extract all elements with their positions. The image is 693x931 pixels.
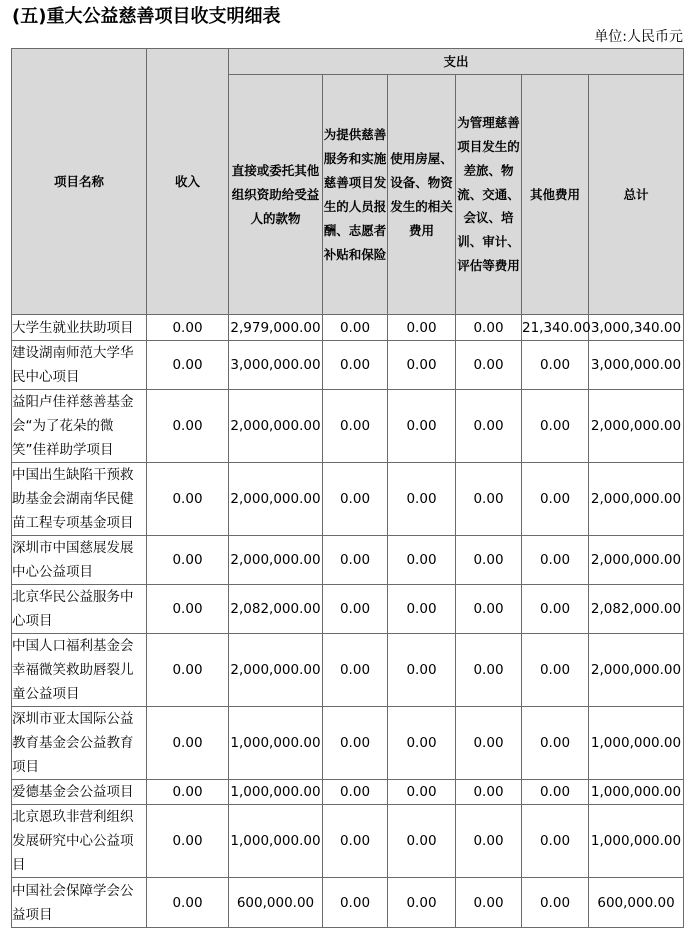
cell-project-name: 大学生就业扶助项目 (12, 315, 147, 341)
cell-income: 0.00 (147, 315, 229, 341)
cell-personnel-costs: 0.00 (323, 315, 388, 341)
cell-other-costs: 0.00 (522, 780, 589, 805)
cell-management-costs: 0.00 (456, 341, 522, 390)
table-row (12, 463, 684, 536)
header-facility-costs: 使用房屋、设备、物资发生的相关费用 (388, 75, 456, 315)
header-direct-funding: 直接或委托其他组织资助给受益人的款物 (229, 75, 323, 315)
cell-facility-costs: 0.00 (388, 341, 456, 390)
cell-total: 2,000,000.00 (589, 634, 684, 707)
header-personnel-costs: 为提供慈善服务和实施慈善项目发生的人员报酬、志愿者补贴和保险 (323, 75, 388, 315)
cell-total: 600,000.00 (589, 878, 684, 928)
cell-project-name: 益阳卢佳祥慈善基金会“为了花朵的微笑”佳祥助学项目 (12, 390, 147, 463)
cell-other-costs: 0.00 (522, 634, 589, 707)
cell-facility-costs: 0.00 (388, 878, 456, 928)
cell-total: 2,000,000.00 (589, 536, 684, 585)
cell-income: 0.00 (147, 805, 229, 878)
cell-management-costs: 0.00 (456, 585, 522, 634)
header-expense-group: 支出 (229, 49, 684, 75)
cell-personnel-costs: 0.00 (323, 634, 388, 707)
cell-personnel-costs: 0.00 (323, 536, 388, 585)
cell-direct-funding: 2,082,000.00 (229, 585, 323, 634)
table-row (12, 341, 684, 390)
cell-management-costs: 0.00 (456, 878, 522, 928)
cell-facility-costs: 0.00 (388, 707, 456, 780)
cell-other-costs: 0.00 (522, 536, 589, 585)
cell-direct-funding: 1,000,000.00 (229, 780, 323, 805)
cell-project-name: 中国社会保障学会公益项目 (12, 878, 147, 928)
page-title: (五)重大公益慈善项目收支明细表 (12, 6, 281, 27)
cell-personnel-costs: 0.00 (323, 780, 388, 805)
cell-direct-funding: 2,000,000.00 (229, 390, 323, 463)
cell-project-name: 中国人口福利基金会幸福微笑救助唇裂儿童公益项目 (12, 634, 147, 707)
header-project-name: 项目名称 (12, 49, 147, 315)
table-row (12, 585, 684, 634)
cell-personnel-costs: 0.00 (323, 463, 388, 536)
cell-other-costs: 0.00 (522, 390, 589, 463)
cell-direct-funding: 2,000,000.00 (229, 463, 323, 536)
cell-income: 0.00 (147, 585, 229, 634)
cell-total: 2,082,000.00 (589, 585, 684, 634)
table-row (12, 878, 684, 928)
cell-management-costs: 0.00 (456, 536, 522, 585)
cell-other-costs: 21,340.00 (522, 315, 589, 341)
cell-direct-funding: 3,000,000.00 (229, 341, 323, 390)
cell-income: 0.00 (147, 390, 229, 463)
cell-project-name: 爱德基金会公益项目 (12, 780, 147, 805)
cell-income: 0.00 (147, 341, 229, 390)
cell-management-costs: 0.00 (456, 634, 522, 707)
cell-other-costs: 0.00 (522, 707, 589, 780)
cell-income: 0.00 (147, 463, 229, 536)
cell-facility-costs: 0.00 (388, 463, 456, 536)
cell-total: 1,000,000.00 (589, 805, 684, 878)
table-row (12, 634, 684, 707)
cell-management-costs: 0.00 (456, 315, 522, 341)
table-row (12, 805, 684, 878)
cell-personnel-costs: 0.00 (323, 707, 388, 780)
expense-table (11, 48, 684, 928)
cell-management-costs: 0.00 (456, 780, 522, 805)
cell-project-name: 北京恩玖非营利组织发展研究中心公益项目 (12, 805, 147, 878)
cell-direct-funding: 2,000,000.00 (229, 634, 323, 707)
cell-income: 0.00 (147, 780, 229, 805)
cell-direct-funding: 1,000,000.00 (229, 805, 323, 878)
header-management-costs: 为管理慈善项目发生的差旅、物流、交通、会议、培训、审计、评估等费用 (456, 75, 522, 315)
cell-total: 1,000,000.00 (589, 780, 684, 805)
unit-label: 单位:人民币元 (594, 29, 683, 45)
cell-other-costs: 0.00 (522, 878, 589, 928)
table-row (12, 780, 684, 805)
cell-management-costs: 0.00 (456, 390, 522, 463)
cell-total: 3,000,000.00 (589, 341, 684, 390)
cell-facility-costs: 0.00 (388, 634, 456, 707)
cell-facility-costs: 0.00 (388, 585, 456, 634)
cell-direct-funding: 2,979,000.00 (229, 315, 323, 341)
table-row (12, 707, 684, 780)
cell-personnel-costs: 0.00 (323, 585, 388, 634)
cell-facility-costs: 0.00 (388, 315, 456, 341)
cell-project-name: 深圳市亚太国际公益教育基金会公益教育项目 (12, 707, 147, 780)
cell-facility-costs: 0.00 (388, 390, 456, 463)
cell-direct-funding: 2,000,000.00 (229, 536, 323, 585)
cell-project-name: 建设湖南师范大学华民中心项目 (12, 341, 147, 390)
cell-other-costs: 0.00 (522, 463, 589, 536)
cell-other-costs: 0.00 (522, 805, 589, 878)
cell-other-costs: 0.00 (522, 585, 589, 634)
header-other-costs: 其他费用 (522, 75, 589, 315)
cell-personnel-costs: 0.00 (323, 878, 388, 928)
cell-project-name: 北京华民公益服务中心项目 (12, 585, 147, 634)
table-row (12, 536, 684, 585)
cell-total: 3,000,340.00 (589, 315, 684, 341)
table-row (12, 315, 684, 341)
table-row (12, 390, 684, 463)
cell-personnel-costs: 0.00 (323, 390, 388, 463)
cell-personnel-costs: 0.00 (323, 805, 388, 878)
cell-income: 0.00 (147, 634, 229, 707)
cell-other-costs: 0.00 (522, 341, 589, 390)
cell-personnel-costs: 0.00 (323, 341, 388, 390)
header-total: 总计 (589, 75, 684, 315)
cell-facility-costs: 0.00 (388, 536, 456, 585)
cell-facility-costs: 0.00 (388, 805, 456, 878)
cell-management-costs: 0.00 (456, 463, 522, 536)
cell-direct-funding: 1,000,000.00 (229, 707, 323, 780)
cell-project-name: 深圳市中国慈展发展中心公益项目 (12, 536, 147, 585)
cell-facility-costs: 0.00 (388, 780, 456, 805)
cell-income: 0.00 (147, 878, 229, 928)
header-income: 收入 (147, 49, 229, 315)
cell-direct-funding: 600,000.00 (229, 878, 323, 928)
cell-project-name: 中国出生缺陷干预救助基金会湖南华民健苗工程专项基金项目 (12, 463, 147, 536)
cell-total: 2,000,000.00 (589, 390, 684, 463)
cell-total: 2,000,000.00 (589, 463, 684, 536)
cell-management-costs: 0.00 (456, 805, 522, 878)
cell-income: 0.00 (147, 707, 229, 780)
cell-income: 0.00 (147, 536, 229, 585)
cell-total: 1,000,000.00 (589, 707, 684, 780)
cell-management-costs: 0.00 (456, 707, 522, 780)
